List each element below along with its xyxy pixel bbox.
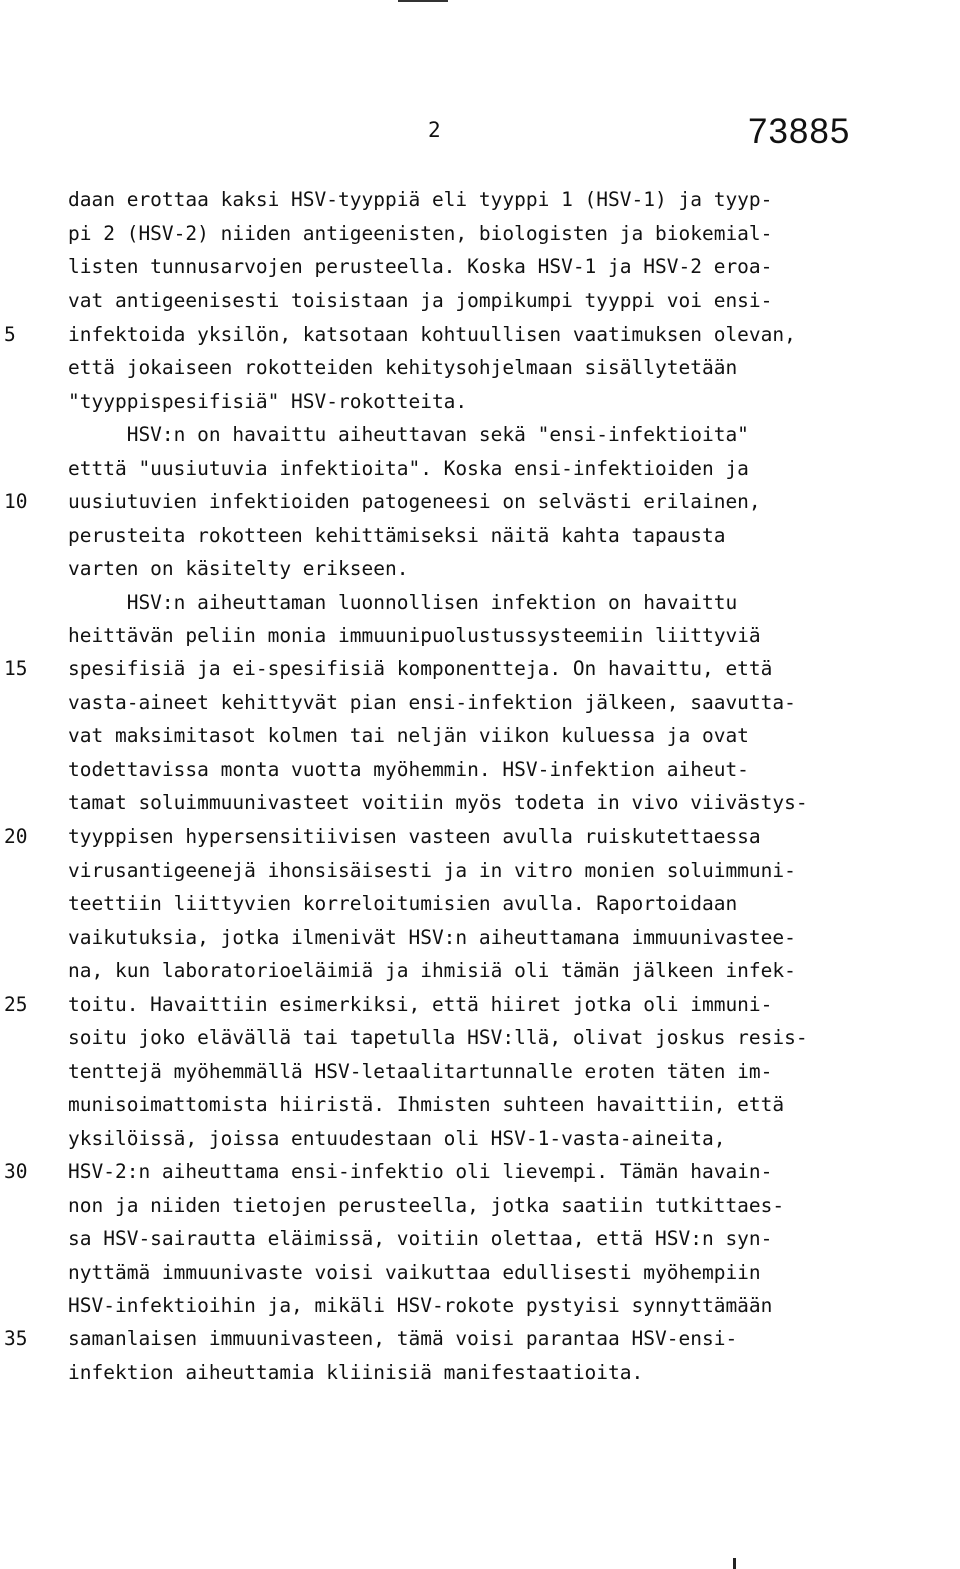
text-line: listen tunnusarvojen perusteella. Koska HSV-1 ja HSV-2 eroa-	[68, 255, 773, 278]
text-line: HSV:n on havaittu aiheuttavan sekä "ensi-infektioita"	[68, 423, 749, 446]
text-line: vasta-aineet kehittyvät pian ensi-infektion jälkeen, saavutta-	[68, 691, 796, 714]
text-line: HSV-infektioihin ja, mikäli HSV-rokote pystyisi synnyttämään	[68, 1294, 773, 1317]
text-line: HSV-2:n aiheuttama ensi-infektio oli lievempi. Tämän havain-	[68, 1160, 773, 1183]
text-line: yksilöissä, joissa entuudestaan oli HSV-1-vasta-aineita,	[68, 1127, 726, 1150]
text-line: tenttejä myöhemmällä HSV-letaalitartunnalle eroten täten im-	[68, 1060, 773, 1083]
margin-line-number: 5	[4, 323, 16, 346]
text-line: munisoimattomista hiiristä. Ihmisten suhteen havaittiin, että	[68, 1093, 785, 1116]
text-line: non ja niiden tietojen perusteella, jotka saatiin tutkittaes-	[68, 1194, 785, 1217]
margin-line-number: 15	[4, 657, 28, 680]
text-line: etttä "uusiutuvia infektioita". Koska ensi-infektioiden ja	[68, 457, 749, 480]
text-line: perusteita rokotteen kehittämiseksi näitä kahta tapausta	[68, 524, 726, 547]
text-line: pi 2 (HSV-2) niiden antigeenisten, biologisten ja biokemial-	[68, 222, 773, 245]
text-line: virusantigeenejä ihonsisäisesti ja in vitro monien soluimmuni-	[68, 859, 796, 882]
text-line: että jokaiseen rokotteiden kehitysohjelmaan sisällytetään	[68, 356, 738, 379]
text-line: infektion aiheuttamia kliinisiä manifestaatioita.	[68, 1361, 644, 1384]
text-line: vat antigeenisesti toisistaan ja jompikumpi tyyppi voi ensi-	[68, 289, 773, 312]
text-line: tamat soluimmuunivasteet voitiin myös todeta in vivo viivästys-	[68, 791, 808, 814]
page-number: 2	[428, 118, 441, 142]
scan-mark-top	[398, 0, 448, 2]
text-line: teettiin liittyvien korreloitumisien avulla. Raportoidaan	[68, 892, 738, 915]
text-line: heittävän peliin monia immuunipuolustussysteemiin liittyviä	[68, 624, 761, 647]
margin-line-number: 35	[4, 1327, 28, 1350]
text-line: todettavissa monta vuotta myöhemmin. HSV-infektion aiheut-	[68, 758, 749, 781]
text-line: tyyppisen hypersensitiivisen vasteen avulla ruiskutettaessa	[68, 825, 761, 848]
text-line: vat maksimitasot kolmen tai neljän viikon kuluessa ja ovat	[68, 724, 749, 747]
margin-line-number: 20	[4, 825, 28, 848]
text-line: sa HSV-sairautta eläimissä, voitiin olettaa, että HSV:n syn-	[68, 1227, 773, 1250]
text-line: toitu. Havaittiin esimerkiksi, että hiiret jotka oli immuni-	[68, 993, 773, 1016]
text-line: samanlaisen immuunivasteen, tämä voisi parantaa HSV-ensi-	[68, 1327, 738, 1350]
text-line: soitu joko elävällä tai tapetulla HSV:llä, olivat joskus resis-	[68, 1026, 808, 1049]
text-line: infektoida yksilön, katsotaan kohtuullisen vaatimuksen olevan,	[68, 323, 796, 346]
margin-line-number: 10	[4, 490, 28, 513]
text-line: HSV:n aiheuttaman luonnollisen infektion on havaittu	[68, 591, 738, 614]
text-line: vaikutuksia, jotka ilmenivät HSV:n aiheuttamana immuunivastee-	[68, 926, 796, 949]
scan-mark-bottom	[733, 1558, 736, 1569]
text-line: daan erottaa kaksi HSV-tyyppiä eli tyyppi 1 (HSV-1) ja tyyp-	[68, 188, 773, 211]
text-line: "tyyppispesifisiä" HSV-rokotteita.	[68, 390, 468, 413]
text-line: na, kun laboratorioeläimiä ja ihmisiä oli tämän jälkeen infek-	[68, 959, 796, 982]
margin-line-number: 30	[4, 1160, 28, 1183]
text-line: spesifisiä ja ei-spesifisiä komponentteja. On havaittu, että	[68, 657, 773, 680]
margin-line-number: 25	[4, 993, 28, 1016]
text-line: nyttämä immuunivaste voisi vaikuttaa edullisesti myöhempiin	[68, 1261, 761, 1284]
document-number: 73885	[748, 112, 851, 151]
text-line: uusiutuvien infektioiden patogeneesi on selvästi erilainen,	[68, 490, 761, 513]
text-line: varten on käsitelty erikseen.	[68, 557, 409, 580]
